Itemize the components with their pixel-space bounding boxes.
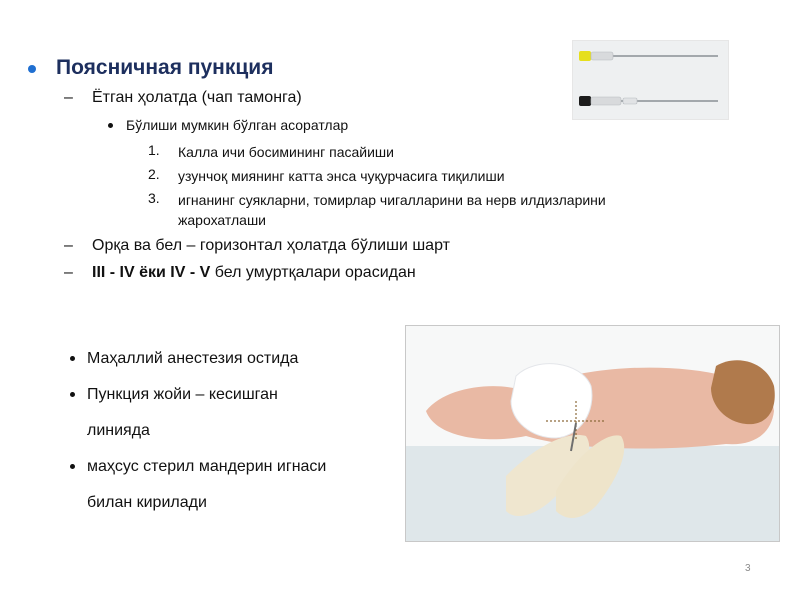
procedure-illustration: [406, 326, 779, 541]
complication-item: [148, 166, 688, 186]
list-item: [70, 456, 400, 521]
vertebrae-line: [64, 264, 416, 282]
slide-title: Поясничная пункция: [56, 56, 274, 79]
item-number: 1.: [148, 142, 160, 158]
main-bullet: [28, 56, 273, 80]
spinal-needles-image: [572, 40, 729, 120]
position-text: Ётган ҳолатда (чап тамонга): [92, 89, 302, 106]
list-item-text: Маҳаллий анестезия остида: [87, 350, 299, 367]
bullet-dot-icon: [70, 356, 75, 361]
needles-illustration: [573, 41, 728, 119]
complications-heading-text: Бўлиши мумкин бўлган асоратлар: [126, 117, 349, 133]
complication-item: [148, 190, 688, 230]
list-item: [70, 384, 400, 449]
item-number: 2.: [148, 166, 160, 182]
bullet-dot-icon: [28, 65, 36, 73]
back-line: [64, 237, 450, 255]
dash-icon: –: [64, 237, 73, 254]
lumbar-puncture-photo: [405, 325, 780, 542]
vertebrae-levels: III - IV ёки IV - V: [92, 264, 211, 281]
item-text: игнанинг суякларни, томирлар чигалларини ва нерв илдизларини жарохатлаши: [178, 192, 606, 228]
dash-icon: –: [64, 264, 73, 281]
position-line: [64, 89, 302, 107]
vertebrae-text: [92, 264, 416, 282]
item-text: Калла ичи босимининг пасайиши: [178, 144, 394, 160]
list-item-text: маҳсус стерил мандерин игнаси билан кирилади: [87, 458, 327, 511]
dash-icon: –: [64, 89, 73, 106]
complications-heading: [108, 117, 348, 133]
list-item-text: Пункция жойи – кесишган линияда: [87, 386, 278, 439]
complication-item: [148, 142, 688, 162]
bullet-dot-icon: [70, 464, 75, 469]
list-item: [70, 348, 400, 377]
bullet-dot-icon: [108, 123, 113, 128]
page-number: 3: [745, 563, 751, 574]
back-line-text: Орқа ва бел – горизонтал ҳолатда бўлиши шарт: [92, 237, 450, 254]
item-text: узунчоқ миянинг катта энса чуқурчасига тиқилиши: [178, 168, 505, 184]
item-number: 3.: [148, 190, 160, 206]
vertebrae-rest: бел умуртқалари орасидан: [210, 264, 416, 281]
bullet-dot-icon: [70, 392, 75, 397]
